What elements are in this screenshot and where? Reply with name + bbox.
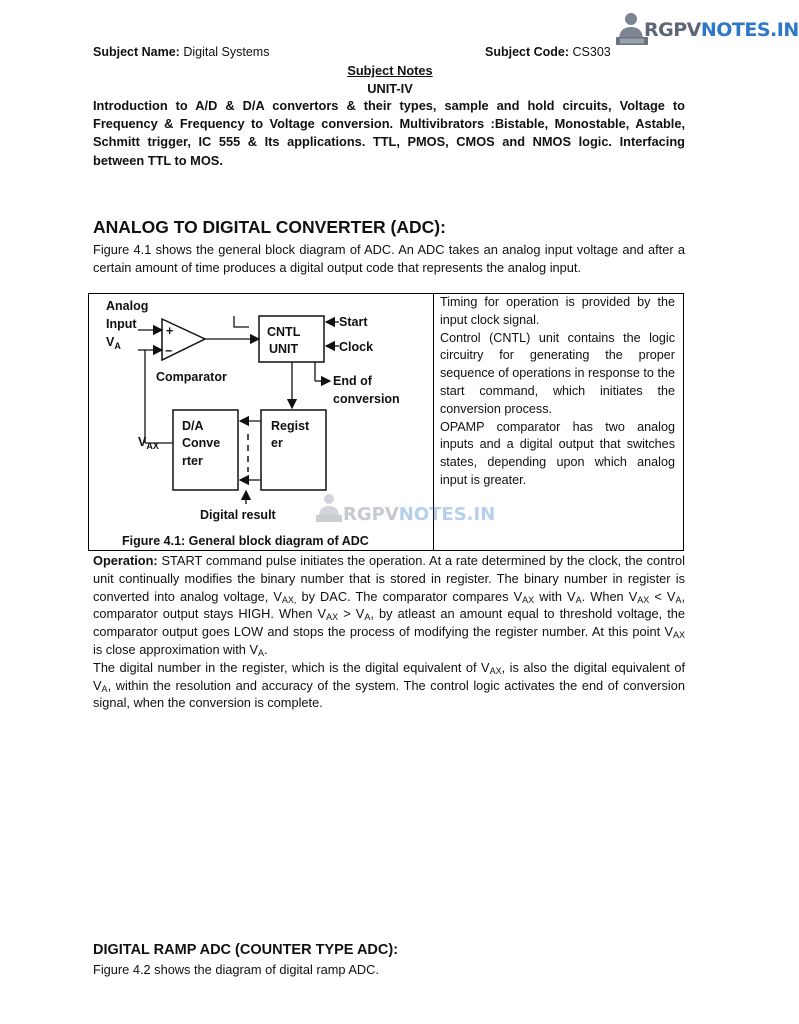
dac-label-3: rter xyxy=(182,454,203,468)
digital-ramp-adc-paragraph: Figure 4.2 shows the diagram of digital ramp ADC. xyxy=(93,962,379,977)
pulse-icon xyxy=(234,316,249,327)
adc-diagram-svg xyxy=(93,294,496,550)
cntl-label: CNTL xyxy=(267,325,301,339)
unit-intro: Introduction to A/D & D/A convertors & their types, sample and hold circuits, Voltage to Frequency & Frequency to Voltage conversion. Multivibrators :Bistable, Monostable, Astable, Schmitt trigger, IC 555 & Its applications. TTL, PMOS, CMOS and NMOS logic. Interfacing between TTL to MOS. xyxy=(93,98,685,168)
op-sub: AX xyxy=(522,594,535,605)
digital-ramp-adc-heading: DIGITAL RAMP ADC (COUNTER TYPE ADC): xyxy=(93,942,399,958)
watermark-text-rgpv: RGPV xyxy=(343,504,399,525)
rgpv-notes-logo xyxy=(614,10,799,50)
subject-name xyxy=(93,45,269,59)
comparator-minus-sign: − xyxy=(165,344,173,358)
svg-text:RGPVNOTES.IN xyxy=(343,504,495,525)
op-text-i: is close approximation with V xyxy=(93,641,259,657)
comparator-plus-sign: + xyxy=(166,324,174,338)
digital-result-label: Digital result xyxy=(200,508,276,522)
subject-notes-title: Subject Notes xyxy=(347,63,433,78)
subject-code-label: Subject Code: xyxy=(485,45,570,59)
op-sub: A xyxy=(364,612,371,623)
dac-label-2: Conve xyxy=(182,436,221,450)
op-text-f: , comparator output stays HIGH. When V xyxy=(93,588,686,622)
op-text-d: . When V xyxy=(581,588,638,604)
op-text-h: , by atleast an amount equal to threshold voltage, the comparator output goes LOW and stops the process of modifying the register number. At this point V xyxy=(93,606,686,640)
watermark-text-notes: NOTES.IN xyxy=(398,504,496,525)
op2-sub: A xyxy=(101,683,108,694)
start-label: Start xyxy=(339,315,368,329)
input-label: Input xyxy=(106,317,137,331)
op-sub: AX xyxy=(326,612,339,623)
op2-text-b: , is also the digital equivalent of V xyxy=(93,659,685,693)
adc-block-diagram xyxy=(93,294,496,550)
comparator-label: Comparator xyxy=(156,370,227,384)
conversion-label: conversion xyxy=(333,392,400,406)
op-sub: AX xyxy=(637,594,650,605)
unit-title: UNIT-IV xyxy=(367,81,413,96)
adc-heading: ANALOG TO DIGITAL CONVERTER (ADC): xyxy=(93,217,446,237)
op-sub: AX, xyxy=(281,594,297,605)
op-text-g: > V xyxy=(338,606,365,622)
end-of-label: End of xyxy=(333,374,372,388)
op-sub: A xyxy=(675,594,682,605)
logo-text-notes: NOTES.IN xyxy=(700,19,799,41)
adc-intro-paragraph: Figure 4.1 shows the general block diagram of ADC. An ADC takes an analog input voltage and after a certain amount of time produces a digital output code that represents the analog input. xyxy=(93,242,685,275)
op2-text-a: The digital number in the register, which is the digital equivalent of V xyxy=(93,659,490,675)
vax-sub: AX xyxy=(146,441,159,451)
op2-sub: AX xyxy=(489,665,502,676)
vax-label xyxy=(138,435,159,451)
op-text-b: by DAC. The comparator compares V xyxy=(296,588,523,604)
subject-code-value: CS303 xyxy=(572,45,611,59)
side-para-control: Control (CNTL) unit contains the logic circuitry for generating the proper sequence of operations in response to the start command, which initiates the conversion process. xyxy=(440,330,675,416)
digital-equivalent-paragraph xyxy=(93,659,685,712)
op2-text-c: , within the resolution and accuracy of the system. The control logic activates the end of conversion signal, when the conversion is complete. xyxy=(93,677,685,711)
figure-side-text xyxy=(440,294,675,490)
register-label-2: er xyxy=(271,436,283,450)
op-sub: A xyxy=(258,647,265,658)
clock-label: Clock xyxy=(339,340,374,354)
va-label xyxy=(106,335,121,351)
va-main: V xyxy=(106,335,115,349)
op-text-a: START command pulse initiates the operation. At a rate determined by the clock, the control unit continually modifies the binary number that is stored in register. The binary number in register is converted into analog voltage, V xyxy=(93,553,685,604)
subject-name-value: Digital Systems xyxy=(183,45,270,59)
side-para-opamp: OPAMP comparator has two analog inputs and a digital output that switches states, depending upon which analog input is greater. xyxy=(440,419,675,487)
operation-section xyxy=(93,552,685,712)
op-sub: AX xyxy=(672,630,685,641)
operation-label: Operation: xyxy=(93,553,158,568)
vax-main: V xyxy=(138,435,147,449)
op-text-e: < V xyxy=(649,588,676,604)
subject-name-label: Subject Name: xyxy=(93,45,180,59)
op-text-c: with V xyxy=(534,588,576,604)
operation-paragraph xyxy=(93,552,685,659)
unit-label: UNIT xyxy=(269,342,299,356)
analog-label: Analog xyxy=(106,299,149,313)
op-sub: A xyxy=(575,594,582,605)
op-text-j: . xyxy=(264,641,268,657)
logo-text-rgpv: RGPV xyxy=(644,19,701,41)
subject-code xyxy=(485,45,611,59)
watermark-person-icon xyxy=(324,494,334,504)
figure-caption: Figure 4.1: General block diagram of ADC xyxy=(122,534,369,548)
va-sub: A xyxy=(114,341,121,351)
register-label-1: Regist xyxy=(271,419,310,433)
side-para-timing: Timing for operation is provided by the input clock signal. xyxy=(440,295,675,327)
logo-text xyxy=(644,19,799,41)
dac-label-1: D/A xyxy=(182,419,204,433)
